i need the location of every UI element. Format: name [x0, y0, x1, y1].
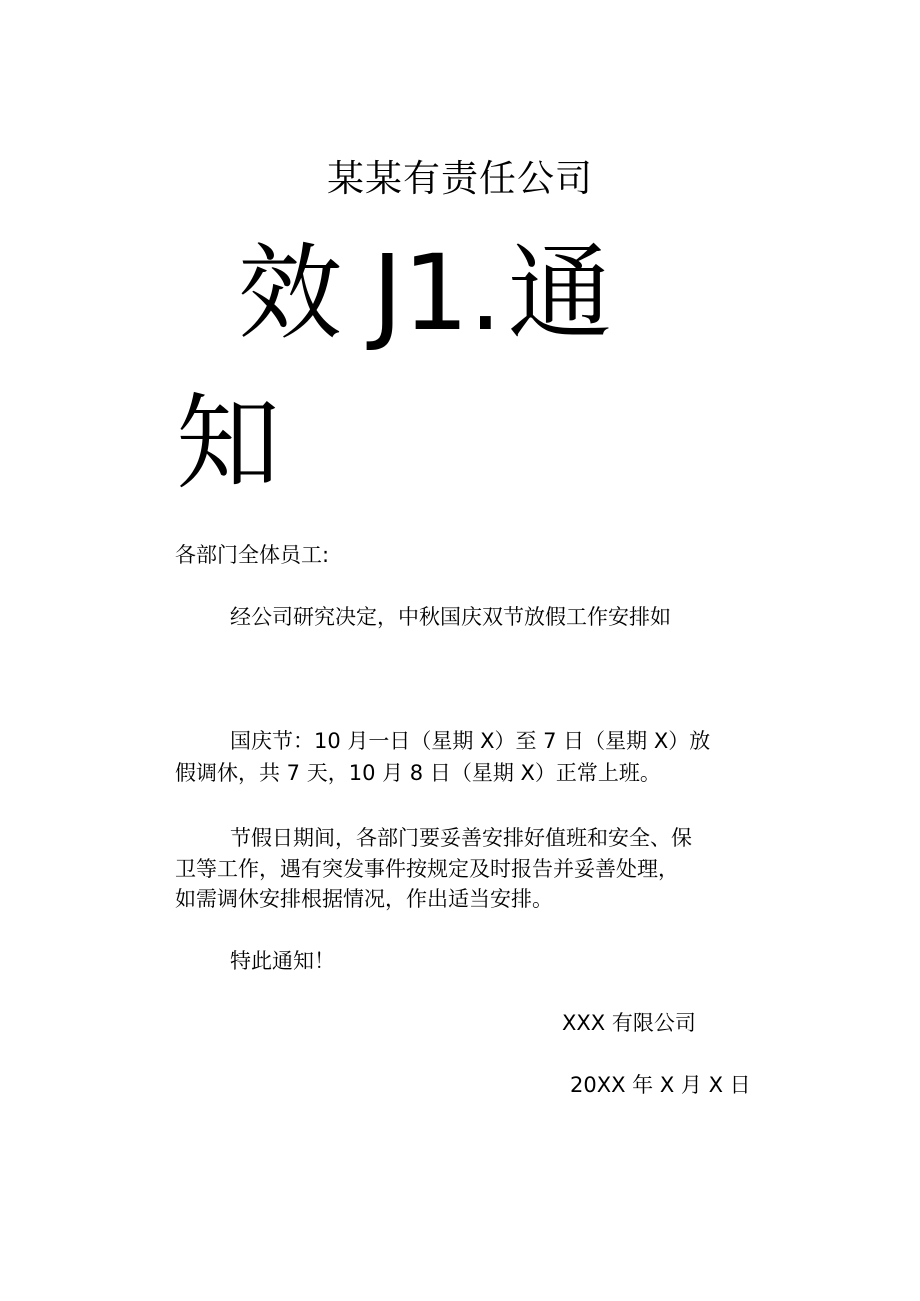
- paragraph-national-day-line-2: 假调休，共 7 天，10 月 8 日（星期 X）正常上班。: [175, 761, 661, 785]
- signature-company: XXX 有限公司: [562, 1011, 696, 1035]
- salutation: 各部门全体员工:: [175, 543, 330, 567]
- title-char-xiao: 效: [238, 232, 343, 354]
- paragraph-duty-line-1: 节假日期间，各部门要妥善安排好值班和安全、保: [230, 826, 692, 850]
- title-text-j1: J1.: [372, 232, 502, 354]
- paragraph-national-day-line-1: 国庆节：10 月一日（星期 X）至 7 日（星期 X）放: [230, 729, 711, 753]
- closing-remark: 特此通知！: [230, 949, 335, 973]
- paragraph-duty-line-2: 卫等工作，遇有突发事件按规定及时报告并妥善处理，: [175, 857, 679, 881]
- signature-date: 20XX 年 X 月 X 日: [570, 1073, 751, 1097]
- company-header: 某某有责任公司: [327, 157, 593, 200]
- title-char-tong: 通: [507, 232, 612, 354]
- paragraph-duty-line-3: 如需调休安排根据情况，作出适当安排。: [175, 887, 553, 911]
- notice-title-line-1: [238, 228, 612, 358]
- notice-title-line-2: 知: [176, 382, 281, 504]
- paragraph-intro: 经公司研究决定，中秋国庆双节放假工作安排如: [230, 605, 671, 629]
